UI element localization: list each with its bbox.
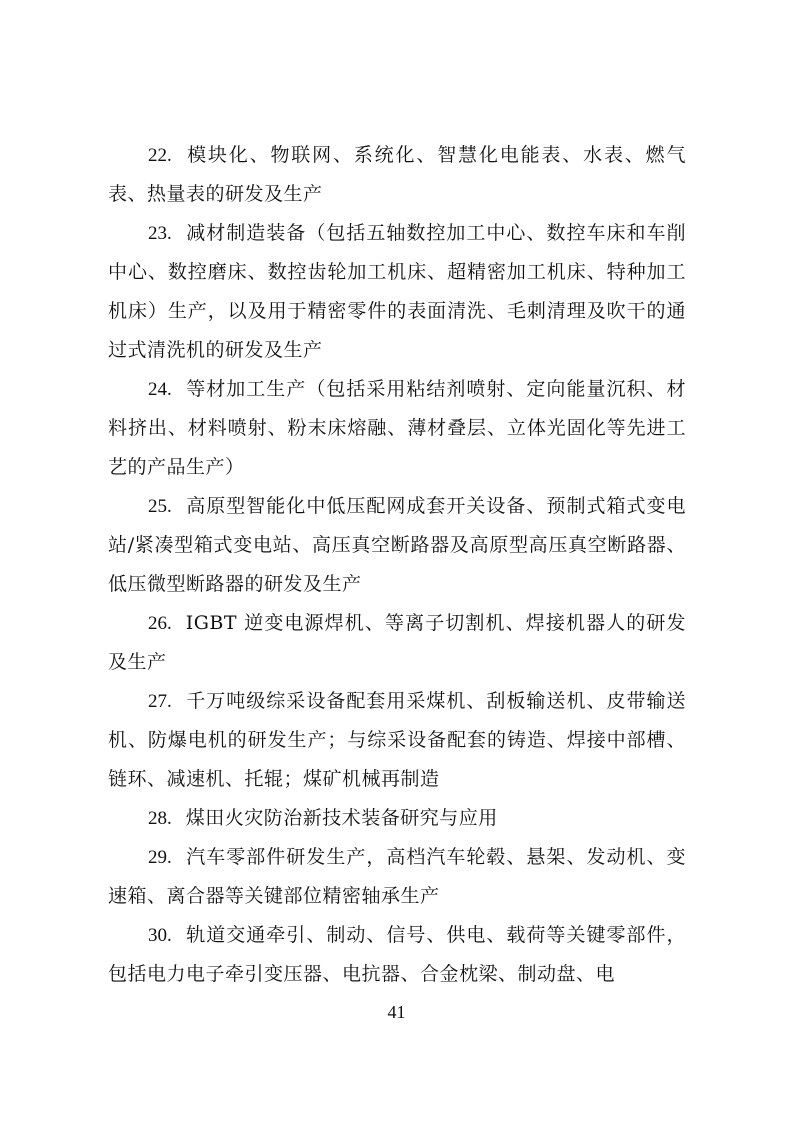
item-text: 轨道交通牵引、制动、信号、供电、载荷等关键零部件，包括电力电子牵引变压器、电抗器、合金枕梁、制动盘、电 (108, 924, 686, 985)
item-number: 28. (148, 808, 172, 829)
list-item (108, 487, 686, 604)
item-number: 22. (148, 145, 172, 166)
item-text: 等材加工生产（包括采用粘结剂喷射、定向能量沉积、材料挤出、材料喷射、粉末床熔融、薄材叠层、立体光固化等先进工艺的产品生产） (108, 378, 686, 478)
item-number: 26. (148, 613, 172, 634)
list-item (108, 916, 686, 994)
list-item (108, 838, 686, 916)
item-number: 30. (148, 925, 172, 946)
list-item (108, 136, 686, 214)
item-text: 高原型智能化中低压配网成套开关设备、预制式箱式变电站/紧凑型箱式变电站、高压真空断路器及高原型高压真空断路器、低压微型断路器的研发及生产 (108, 495, 686, 595)
item-text: IGBT 逆变电源焊机、等离子切割机、焊接机器人的研发及生产 (108, 612, 686, 673)
item-number: 29. (148, 847, 172, 868)
list-item (108, 799, 686, 838)
document-body (108, 136, 686, 994)
list-item (108, 604, 686, 682)
item-number: 24. (148, 379, 172, 400)
item-number: 23. (148, 223, 172, 244)
list-item (108, 682, 686, 799)
item-text: 减材制造装备（包括五轴数控加工中心、数控车床和车削中心、数控磨床、数控齿轮加工机床、超精密加工机床、特种加工机床）生产，以及用于精密零件的表面清洗、毛刺清理及吹干的通过式清洗机的研发及生产 (108, 222, 686, 361)
item-number: 27. (148, 691, 172, 712)
item-text: 千万吨级综采设备配套用采煤机、刮板输送机、皮带输送机、防爆电机的研发生产；与综采设备配套的铸造、焊接中部槽、链环、减速机、托辊；煤矿机械再制造 (108, 690, 686, 790)
item-text: 煤田火灾防治新技术装备研究与应用 (185, 807, 498, 829)
list-item (108, 214, 686, 370)
page-number: 41 (387, 1002, 406, 1022)
item-text: 模块化、物联网、系统化、智慧化电能表、水表、燃气表、热量表的研发及生产 (108, 144, 686, 205)
item-number: 25. (148, 496, 172, 517)
list-item (108, 370, 686, 487)
item-text: 汽车零部件研发生产，高档汽车轮毂、悬架、发动机、变速箱、离合器等关键部位精密轴承生产 (108, 846, 686, 907)
